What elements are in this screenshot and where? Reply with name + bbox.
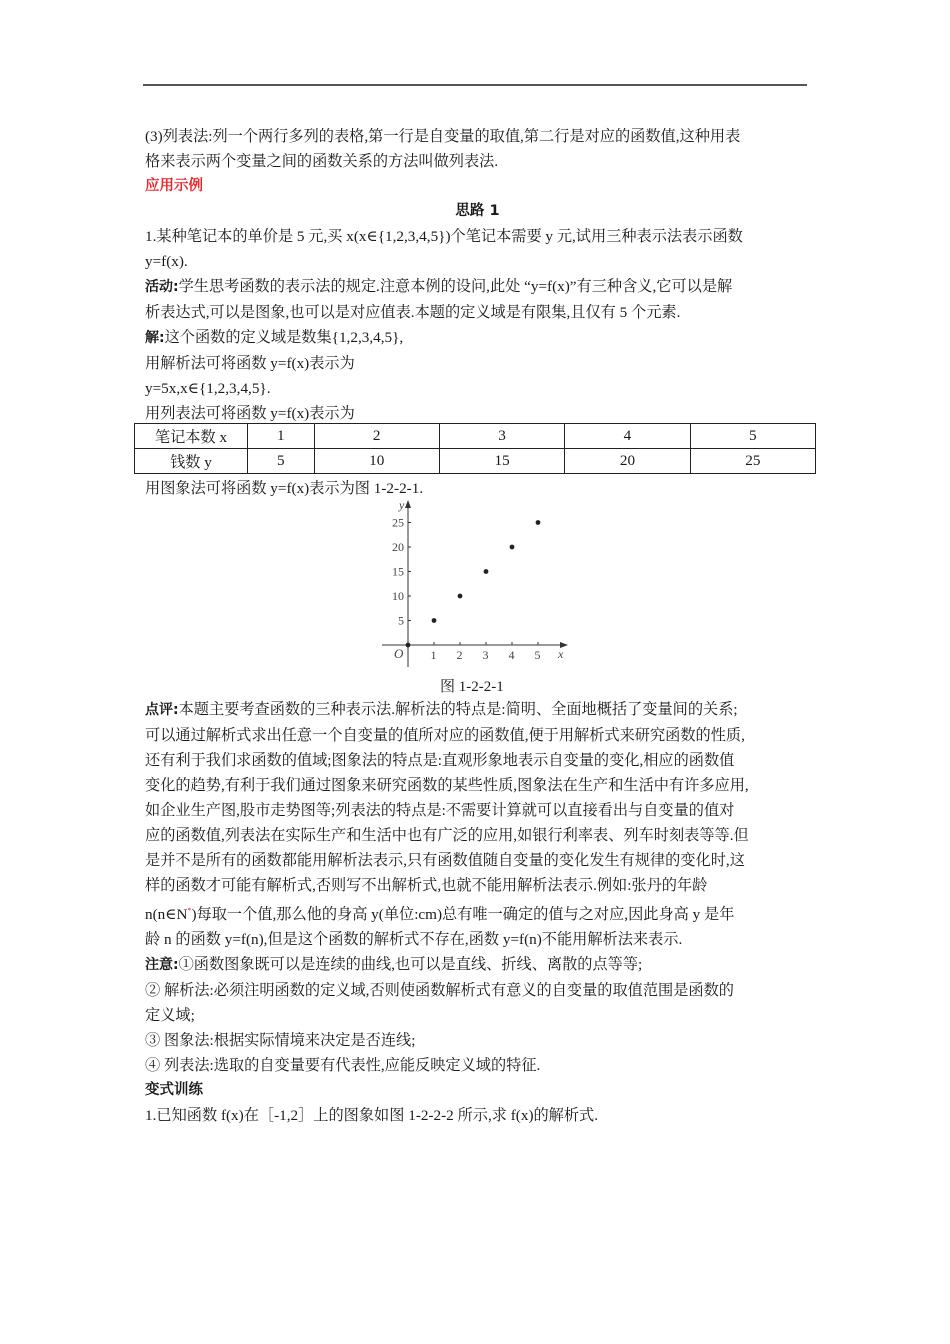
scatter-chart [370,495,580,705]
comment-line: 是并不是所有的函数都能用解析法表示,只有函数值随自变量的变化发生有规律的变化时,这 [145,852,745,869]
table-row [135,449,816,474]
svg-text:1: 1 [430,648,437,662]
table-cell: 5 [690,424,815,449]
activity-text: 学生思考函数的表示法的规定.注意本例的设问,此处 “y=f(x)”有三种含义,它可以是解 [178,278,733,295]
comment-text: n(n∈N [145,906,188,924]
svg-text:15: 15 [392,564,404,579]
problem-line: 1.某种笔记本的单价是 5 元,买 x(x∈{1,2,3,4,5})个笔记本需要 y 元,试用三种表示法表示函数 [145,228,743,245]
figure-caption: 图 1-2-2-1 [440,679,504,695]
note-text: ①函数图象既可以是连续的曲线,也可以是直线、折线、离散的点等等; [178,956,643,974]
comment-line: 变化的趋势,有利于我们通过图象来研究函数的某些性质,图象法在生产和生活中有许多应用, [145,777,749,794]
document-body-bottom [145,697,810,1128]
table-cell: 2 [314,424,439,449]
table-header-cell: 笔记本数 x [135,424,248,449]
header-rule [143,84,807,86]
intro-line: (3)列表法:列一个两行多列的表格,第一行是自变量的取值,第二行是对应的函数值,这种用表 [145,128,741,145]
table-row [135,424,816,449]
svg-text:4: 4 [508,648,515,662]
subheading: 思路 1 [455,203,500,219]
comment-line: 如企业生产图,股市走势图等;列表法的特点是:不需要计算就可以直接看出与自变量的值对 [145,802,735,819]
chart-svg [370,495,580,675]
section-heading-example: 应用示例 [145,178,203,194]
note-line: ④ 列表法:选取的自变量要有代表性,应能反映定义域的特征. [145,1057,541,1075]
table-cell: 4 [565,424,690,449]
table-header-cell: 钱数 y [135,449,248,474]
svg-text:20: 20 [392,540,404,554]
table-cell: 1 [248,424,315,449]
table-cell: 25 [690,449,815,474]
svg-text:y: y [399,498,405,512]
comment-line: 可以通过解析式求出任意一个自变量的值所对应的函数值,便于用解析式来研究函数的性质, [145,727,745,744]
svg-text:5: 5 [398,613,404,628]
table-cell: 3 [439,424,564,449]
solution-label: 解: [145,330,165,346]
data-point [510,545,515,550]
data-point [536,520,541,525]
comment-line: 样的函数才可能有解析式,否则写不出解析式,也就不能用解析法表示.例如:张丹的年龄 [145,877,708,894]
activity-line [145,274,810,300]
table-cell: 20 [565,449,690,474]
intro-line: 格来表示两个变量之间的函数关系的方法叫做列表法. [145,153,499,170]
solution-line: y=5x,x∈{1,2,3,4,5}. [145,380,271,397]
comment-line: 应的函数值,列表法在实际生产和生活中也有广泛的应用,如银行利率表、列车时刻表等等.但 [145,827,749,844]
svg-text:10: 10 [392,589,404,603]
svg-text:25: 25 [392,515,404,530]
svg-text:O: O [394,646,404,661]
comment-text: )每取一个值,那么他的身高 y(单位:cm)总有唯一确定的值与之对应,因此身高 y 是年 [191,906,735,924]
problem-line: y=f(x). [145,253,188,270]
activity-line: 析表达式,可以是图象,也可以是对应值表.本题的定义域是有限集,且仅有 5 个元素. [145,304,681,321]
comment-label: 点评: [145,702,179,718]
data-point [484,569,489,574]
superscript-star: * [187,906,192,915]
comment-line [145,697,810,723]
comment-line: 还有利于我们求函数的值域;图象法的特点是:直观形象地表示自变量的变化,相应的函数值 [145,752,735,769]
comment-text: 本题主要考查函数的三种表示法.解析法的特点是:简明、全面地概括了变量间的关系; [178,701,738,718]
graph-intro-line: 用图象法可将函数 y=f(x)表示为图 1-2-2-1. [145,480,424,497]
solution-line: 用解析法可将函数 y=f(x)表示为 [145,355,355,372]
table-cell: 15 [439,449,564,474]
table-cell: 5 [248,449,315,474]
svg-text:x: x [558,647,564,661]
activity-label: 活动: [145,279,179,295]
comment-line: 龄 n 的函数 y=f(n),但是这个函数的解析式不存在,函数 y=f(n)不能用解析法来表示. [145,931,683,949]
table-cell: 10 [314,449,439,474]
note-label: 注意: [145,957,179,974]
data-point [458,594,463,599]
comment-line [145,898,810,927]
y-axis-arrow-icon [405,500,411,508]
note-line: 定义域; [145,1007,195,1025]
note-line [145,952,810,978]
solution-line: 用列表法可将函数 y=f(x)表示为 [145,405,355,422]
data-point [432,618,437,623]
variant-line: 1.已知函数 f(x)在［-1,2］上的图象如图 1-2-2-2 所示,求 f(x)的解析式. [145,1107,599,1125]
svg-text:3: 3 [482,648,489,662]
solution-text: 这个函数的定义域是数集{1,2,3,4,5}, [164,329,404,346]
note-line: ③ 图象法:根据实际情境来决定是否连线; [145,1032,416,1050]
variant-heading: 变式训练 [145,1082,203,1099]
solution-line [145,325,810,351]
document-body-top [145,124,810,426]
svg-text:5: 5 [534,648,541,662]
note-line: ② 解析法:必须注明函数的定义域,否则使函数解析式有意义的自变量的取值范围是函数的 [145,982,734,1000]
svg-text:2: 2 [456,648,463,662]
value-table [134,423,816,474]
